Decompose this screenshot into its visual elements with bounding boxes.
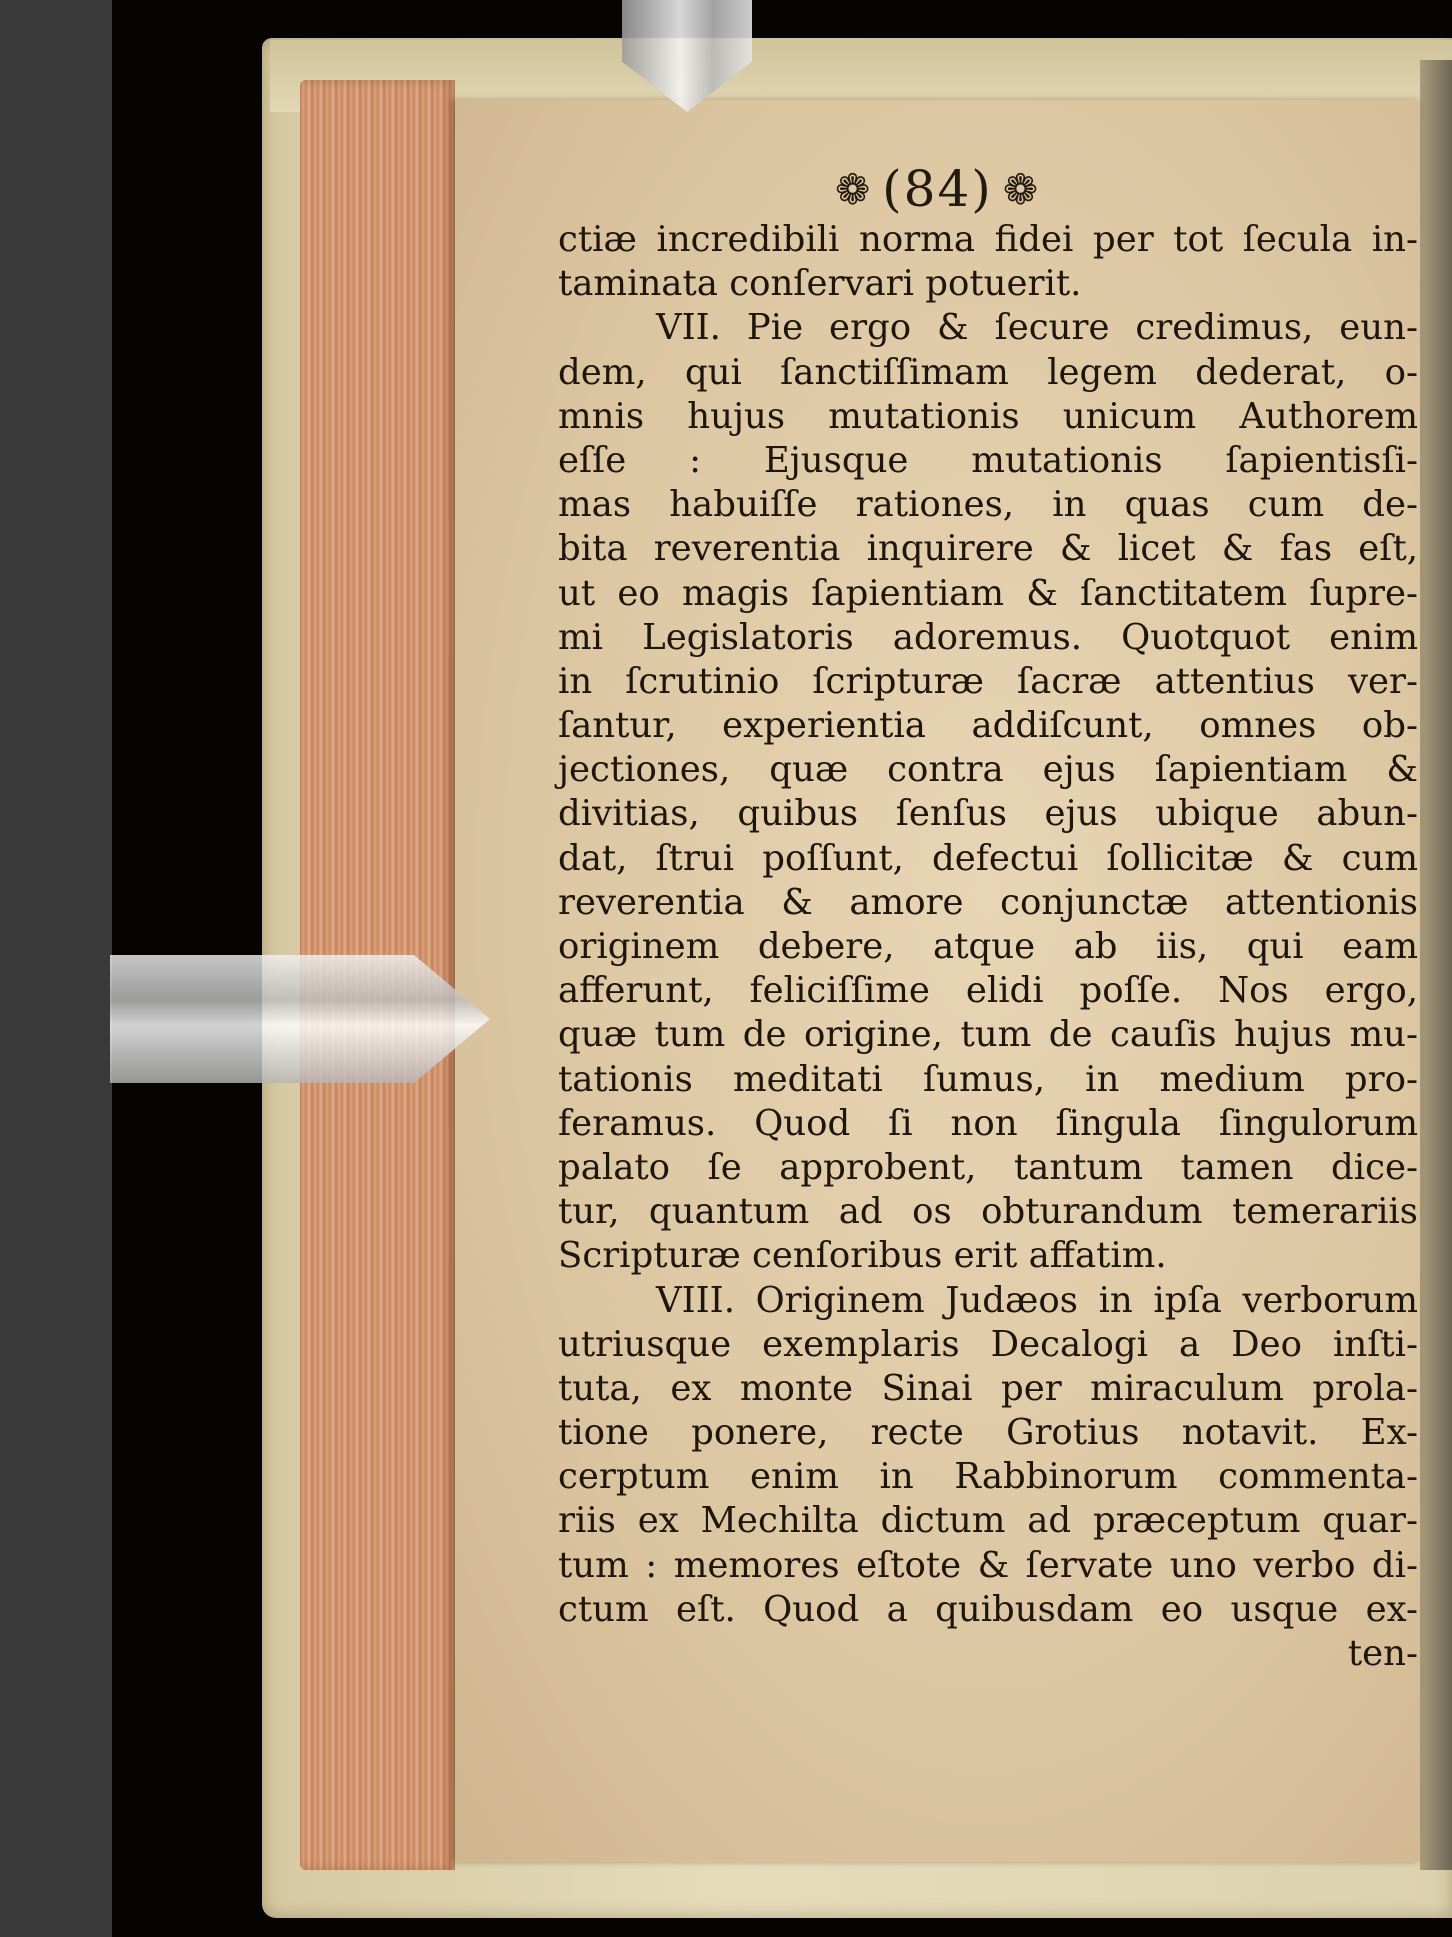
text-line: mas habuiſſe rationes, in quas cum de- xyxy=(558,484,1418,526)
text-line: taminata conſervari potuerit. xyxy=(558,263,1082,305)
clear-bookmark-clip-left xyxy=(110,955,490,1083)
text-line: dem, qui ſanctiſſimam legem dederat, o- xyxy=(558,351,1418,393)
text-line: mnis hujus mutationis unicum Authorem xyxy=(558,395,1418,437)
text-line: palato ſe approbent, tantum tamen dice- xyxy=(558,1146,1418,1188)
text-line: tationis meditati ſumus, in medium pro- xyxy=(558,1058,1418,1100)
text-line: reverentia & amore conjunctæ attentionis xyxy=(558,881,1418,923)
flower-ornament-icon: ❁ xyxy=(1002,165,1041,214)
page-text xyxy=(558,218,1418,1676)
text-line: divitias, quibus ſenſus ejus ubique abun- xyxy=(558,793,1418,835)
text-line: cerptum enim in Rabbinorum commenta- xyxy=(558,1456,1418,1498)
text-line: Scripturæ cenſoribus erit affatim. xyxy=(558,1235,1167,1277)
flower-ornament-icon: ❁ xyxy=(834,165,873,214)
text-line: tur, quantum ad os obturandum temerariis xyxy=(558,1191,1418,1233)
text-line: dat, ſtrui poſſunt, defectui ſollicitæ & cum xyxy=(558,837,1418,879)
section-start-line: VII. Pie ergo & ſecure credimus, eun- xyxy=(656,307,1418,349)
scanner-background-strip xyxy=(0,0,112,1937)
text-line: quæ tum de origine, tum de cauſis hujus mu- xyxy=(558,1014,1418,1056)
text-line: ſantur, experientia addiſcunt, omnes ob- xyxy=(558,705,1418,747)
section-start-line: VIII. Originem Judæos in ipſa verborum xyxy=(656,1279,1418,1321)
page-header xyxy=(455,160,1420,218)
text-line: in ſcrutinio ſcripturæ ſacræ attentius ver- xyxy=(558,660,1418,702)
text-line: bita reverentia inquirere & licet & fas eſt, xyxy=(558,528,1418,570)
text-line: riis ex Mechilta dictum ad præceptum quar- xyxy=(558,1500,1418,1542)
text-line: afferunt, feliciſſime elidi poſſe. Nos ergo, xyxy=(558,970,1418,1012)
text-line: ut eo magis ſapientiam & ſanctitatem ſupre- xyxy=(558,572,1418,614)
text-line: eſſe : Ejusque mutationis ſapientisſi- xyxy=(558,439,1418,481)
text-line: ctum eſt. Quod a quibusdam eo usque ex- xyxy=(558,1588,1418,1630)
text-line: mi Legislatoris adoremus. Quotquot enim xyxy=(558,616,1418,658)
book-spine xyxy=(1420,60,1452,1870)
catchword: ten- xyxy=(1347,1633,1418,1674)
text-line: tum : memores eſtote & ſervate uno verbo di- xyxy=(558,1544,1418,1586)
text-line: jectiones, quæ contra ejus ſapientiam & xyxy=(558,749,1418,791)
text-line: utriusque exemplaris Decalogi a Deo inſti- xyxy=(558,1323,1418,1365)
text-line: ctiæ incredibili norma fidei per tot ſecula in- xyxy=(558,219,1418,260)
text-line: tuta, ex monte Sinai per miraculum prola- xyxy=(558,1367,1418,1409)
text-line: originem debere, atque ab iis, qui eam xyxy=(558,926,1418,967)
page-number: (84) xyxy=(882,160,993,218)
text-line: tione ponere, recte Grotius notavit. Ex- xyxy=(558,1412,1418,1454)
text-line: feramus. Quod ſi non ſingula ſingulorum xyxy=(558,1102,1418,1144)
